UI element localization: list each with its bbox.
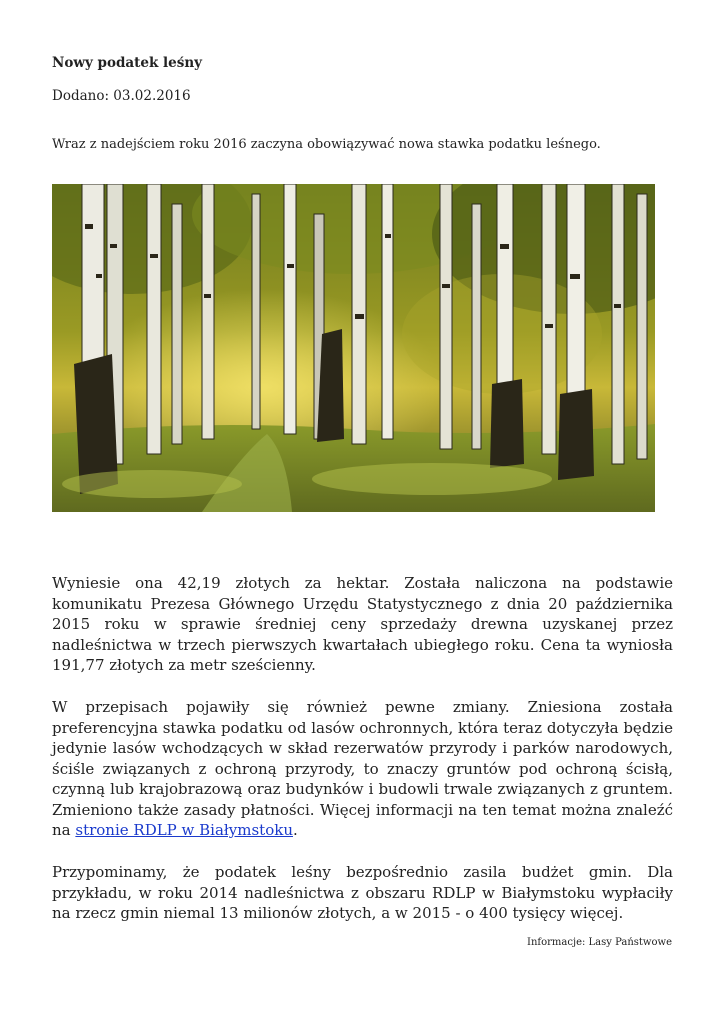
paragraph-2: [52, 697, 673, 841]
paragraph-2-text: W przepisach pojawiły się również pewne zmiany. Zniesiona została preferencyjna stawka podatku od lasów ochronnych, która teraz dotyczyła będzie jedynie lasów wchodzących w skład rezerwatów przyrody i parków narodowych, ściśle związanych z ochroną przyrody, to znaczy gruntów pod ochroną ścisłą, czynną lub krajobrazową oraz budynków i budowli trwale związanych z gruntem. Zmieniono także zasady płatności. Więcej informacji na ten temat można znaleźć na: [52, 698, 673, 839]
rdlp-link[interactable]: stronie RDLP w Białymstoku: [75, 821, 293, 839]
paragraph-2-end: .: [293, 821, 298, 839]
birch-forest-photo: [52, 184, 655, 512]
paragraph-1: Wyniesie ona 42,19 złotych za hektar. Została naliczona na podstawie komunikatu Prezesa Głównego Urzędu Statystycznego z dnia 20 października 2015 roku w sprawie średniej ceny sprzedaży drewna uzyskanej przez nadleśnictwa w trzech pierwszych kwartałach ubiegłego roku. Cena ta wyniosła 191,77 złotych za metr sześcienny.: [52, 574, 673, 674]
paragraph-3: Przypominamy, że podatek leśny bezpośrednio zasila budżet gmin. Dla przykładu, w roku 2014 nadleśnictwa z obszaru RDLP w Białymstoku wypłaciły na rzecz gmin niemal 13 milionów złotych, a w 2015 - o 400 tysięcy więcej.: [52, 863, 673, 922]
article-title: Nowy podatek leśny: [52, 55, 202, 71]
source-credit: Informacje: Lasy Państwowe: [527, 937, 672, 948]
publish-date: Dodano: 03.02.2016: [52, 88, 191, 104]
intro-text: Wraz z nadejściem roku 2016 zaczyna obowiązywać nowa stawka podatku leśnego.: [52, 137, 601, 152]
